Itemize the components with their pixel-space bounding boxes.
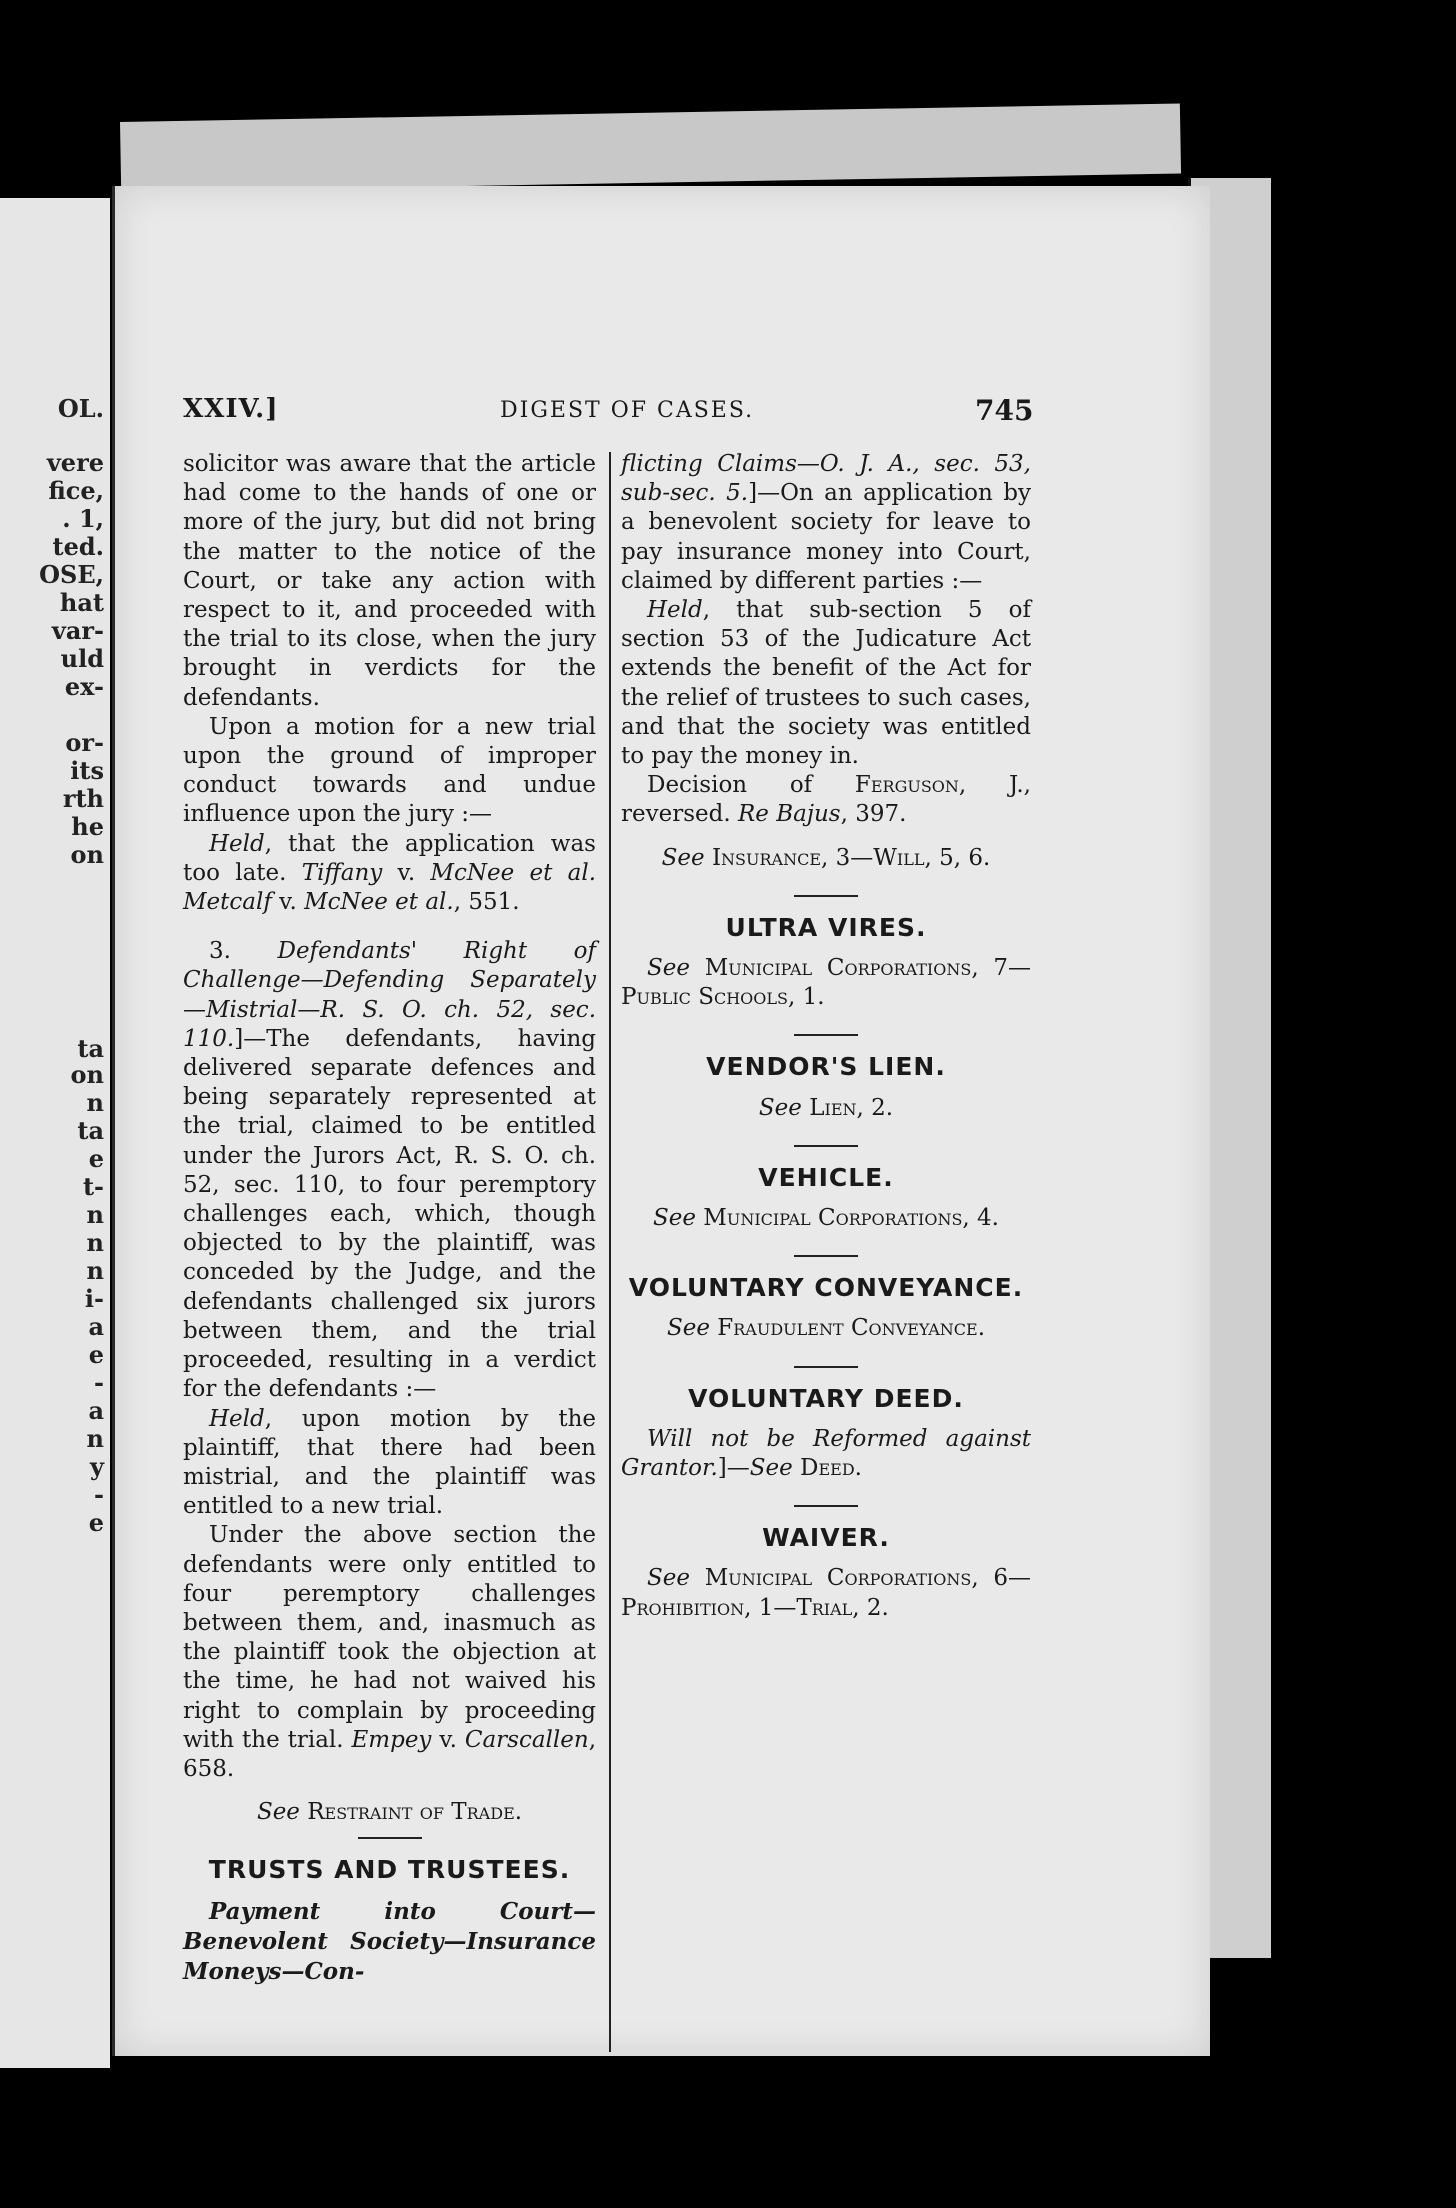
paragraph: Held, upon motion by the plaintiff, that there had been mistrial, and the plaintiff was entitled to a new trial. — [183, 1405, 596, 1520]
paragraph: 3. Defendants' Right of Challenge—Defending Separately—Mistrial—R. S. O. ch. 52, sec. 110.]—The defendants, having delivered separate defences and being separately represented at the trial, claimed to be entitled under the Jurors Act, R. S. O. ch. 52, sec. 110, to four peremptory challenges each, which, though objected to by the plaintiff, was conceded by the Judge, and the defendants challenged six jurors between them, and the trial proceeded, resulting in a verdict for the defendants :— — [183, 938, 596, 1403]
section-heading: TRUSTS AND TRUSTEES. — [208, 1855, 571, 1885]
previous-page-fragment: n — [86, 1256, 104, 1285]
previous-page-fragment: t- — [82, 1172, 104, 1201]
previous-page-fragment: fice, — [48, 476, 104, 505]
section-heading: ULTRA VIRES. — [725, 912, 927, 942]
previous-page-fragment: ta — [77, 1034, 104, 1063]
divider — [794, 1145, 858, 1147]
previous-page-edge — [0, 198, 110, 2068]
cross-reference: See Fraudulent Conveyance. — [667, 1315, 985, 1342]
divider — [358, 1837, 422, 1839]
cross-reference: See Municipal Corporations, 4. — [652, 1205, 999, 1232]
running-title: DIGEST OF CASES. — [500, 398, 755, 423]
cross-reference: See Municipal Corporations, 7—Public Schools, 1. — [621, 955, 1032, 1011]
previous-page-fragment: y — [90, 1452, 104, 1481]
page-header — [115, 394, 1210, 434]
paragraph: Held, that the application was too late. Tiffany v. McNee et al. Metcalf v. McNee et al., 551. — [183, 830, 597, 916]
previous-page-fragment: its — [70, 756, 104, 785]
previous-page-fragment: vere — [46, 448, 104, 477]
column-divider — [609, 452, 611, 2052]
previous-page-fragment: e — [88, 1144, 104, 1173]
previous-page-fragment: n — [86, 1228, 104, 1257]
divider — [794, 1034, 858, 1036]
previous-page-fragment: e — [88, 1340, 104, 1369]
right-column — [621, 450, 1031, 1623]
previous-page-fragment: . 1, — [62, 504, 104, 533]
divider — [794, 895, 858, 897]
cross-reference: See Municipal Corporations, 6—Prohibition, 1—Trial, 2. — [621, 1565, 1032, 1621]
next-page-top-edge — [120, 104, 1181, 192]
section-heading: VOLUNTARY DEED. — [688, 1383, 964, 1413]
previous-page-fragment: on — [70, 840, 104, 869]
cross-reference: See Lien, 2. — [758, 1094, 894, 1121]
previous-page-fragment: i- — [84, 1284, 104, 1313]
section-heading: VEHICLE. — [758, 1162, 894, 1192]
previous-page-fragment: n — [86, 1200, 104, 1229]
previous-page-fragment: - — [94, 1480, 104, 1509]
previous-page-fragment: a — [88, 1396, 104, 1425]
volume-label: XXIV.] — [183, 394, 279, 424]
divider — [794, 1366, 858, 1368]
divider — [794, 1505, 858, 1507]
left-column — [183, 450, 596, 1987]
previous-page-fragment: n — [86, 1088, 104, 1117]
previous-page-fragment: hat — [59, 588, 104, 617]
section-heading: VOLUNTARY CONVEYANCE. — [628, 1273, 1024, 1303]
page-number: 745 — [975, 394, 1034, 427]
previous-page-fragment: ta — [77, 1116, 104, 1145]
previous-page-fragment: var- — [51, 616, 104, 645]
cross-reference: See Insurance, 3—Will, 5, 6. — [661, 844, 991, 871]
paragraph: Under the above section the defendants were only entitled to four peremptory challenges between them, and, inasmuch as the plaintiff took the objection at the time, he had not waived his right to complain by proceeding with the trial. Empey v. Carscallen, 658. — [183, 1522, 597, 1782]
paragraph: Decision of Ferguson, J., reversed. Re Bajus, 397. — [621, 772, 1031, 828]
paragraph: Upon a motion for a new trial upon the ground of improper conduct towards and undue influence upon the jury :— — [183, 713, 596, 828]
paragraph: Payment into Court—Benevolent Society—Insurance Moneys—Con- — [183, 1897, 596, 1985]
previous-page-fragment: or- — [65, 728, 104, 757]
section-heading: WAIVER. — [762, 1523, 890, 1553]
previous-page-fragment: a — [88, 1312, 104, 1341]
paragraph: Held, that sub-section 5 of section 53 of the Judicature Act extends the benefit of the Act for the relief of trustees to such cases, and that the society was entitled to pay the money in. — [621, 597, 1031, 770]
previous-page-fragment: rth — [62, 784, 104, 813]
cross-reference: See Restraint of Trade. — [256, 1799, 523, 1826]
previous-page-fragment: on — [70, 1060, 104, 1089]
paragraph: Will not be Reformed against Grantor.]—See Deed. — [621, 1425, 1031, 1482]
divider — [794, 1255, 858, 1257]
section-heading: VENDOR'S LIEN. — [706, 1052, 946, 1082]
previous-page-fragment: uld — [60, 644, 104, 673]
previous-page-fragment: ted. — [52, 532, 104, 561]
previous-page-fragment: ex- — [64, 672, 104, 701]
paragraph: flicting Claims—O. J. A., sec. 53, sub-sec. 5.]—On an application by a benevolent society for leave to pay insurance money into Court, claimed by different parties :— — [621, 451, 1031, 594]
paragraph: solicitor was aware that the article had come to the hands of one or more of the jury, but did not bring the matter to the notice of the Court, or take any action with respect to it, and proceeded with the trial to its close, when the jury brought in verdicts for the defendants. — [183, 451, 596, 711]
book-page — [112, 186, 1210, 2056]
previous-page-fragment: OL. — [57, 394, 104, 423]
previous-page-fragment: n — [86, 1424, 104, 1453]
previous-page-fragment: he — [71, 812, 104, 841]
previous-page-fragment: OSE, — [39, 560, 104, 589]
previous-page-fragment: e — [88, 1508, 104, 1537]
previous-page-fragment: - — [94, 1368, 104, 1397]
